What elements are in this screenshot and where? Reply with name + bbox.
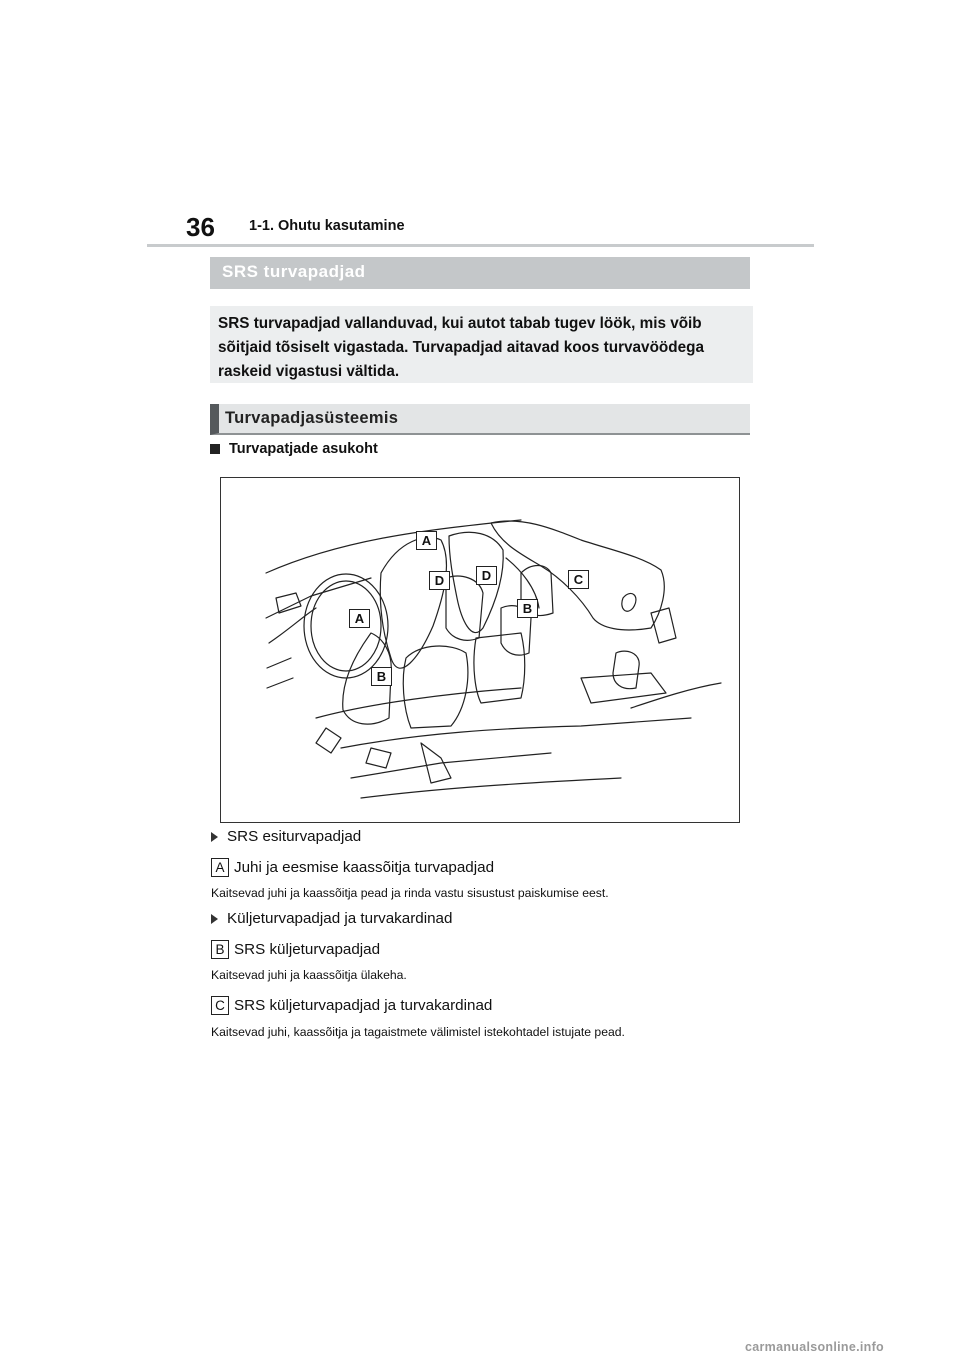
section-title: SRS turvapadjad	[222, 262, 366, 281]
car-interior-illustration	[221, 478, 738, 821]
page-number: 36	[186, 212, 215, 242]
figure-callout-b-left: B	[371, 667, 392, 686]
square-bullet-icon	[210, 444, 220, 454]
group-heading-side	[211, 910, 452, 927]
group-heading-front	[211, 828, 361, 845]
item-label-box: C	[211, 996, 229, 1015]
header-rule	[147, 244, 814, 247]
group-heading-text: SRS esiturvapadjad	[227, 828, 362, 845]
group-heading-text: Küljeturvapadjad ja turvakardinad	[227, 910, 453, 927]
figure-callout-d-left: D	[429, 571, 450, 590]
intro-text: SRS turvapadjad vallanduvad, kui autot tabab tugev löök, mis võib sõitjaid tõsiselt vigastada. Turvapadjad aitavad koos turvavöödega raskeid vigastusi vältida.	[218, 315, 704, 380]
subsection-title: Turvapadjasüsteemis	[225, 409, 399, 427]
figure-callout-b-right: B	[517, 599, 538, 618]
chapter-title: 1-1. Ohutu kasutamine	[249, 218, 405, 234]
subheading	[210, 441, 378, 457]
section-title-bar	[210, 257, 750, 289]
item-text: SRS küljeturvapadjad	[234, 941, 381, 958]
subheading-text: Turvapatjade asukoht	[229, 441, 378, 457]
figure-callout-d-right: D	[476, 566, 497, 585]
subsection-title-bar	[210, 404, 750, 435]
item-c-note: Kaitsevad juhi, kaassõitja ja tagaistmete välimistel istekohtadel istujate pead.	[211, 1025, 625, 1039]
intro-box	[210, 306, 753, 383]
airbag-figure	[220, 477, 740, 823]
triangle-bullet-icon	[211, 914, 218, 924]
item-b-note: Kaitsevad juhi ja kaassõitja ülakeha.	[211, 968, 407, 982]
watermark: carmanualsonline.info	[745, 1340, 884, 1354]
item-c	[211, 996, 492, 1015]
item-label-box: B	[211, 940, 229, 959]
figure-callout-a-left: A	[349, 609, 370, 628]
item-text: SRS küljeturvapadjad ja turvakardinad	[234, 997, 493, 1014]
item-b	[211, 940, 380, 959]
triangle-bullet-icon	[211, 832, 218, 842]
item-a	[211, 858, 494, 877]
item-label-box: A	[211, 858, 229, 877]
item-text: Juhi ja eesmise kaassõitja turvapadjad	[234, 859, 495, 876]
figure-callout-c: C	[568, 570, 589, 589]
item-a-note: Kaitsevad juhi ja kaassõitja pead ja rinda vastu sisustust paiskumise eest.	[211, 886, 609, 900]
figure-callout-a-top: A	[416, 531, 437, 550]
